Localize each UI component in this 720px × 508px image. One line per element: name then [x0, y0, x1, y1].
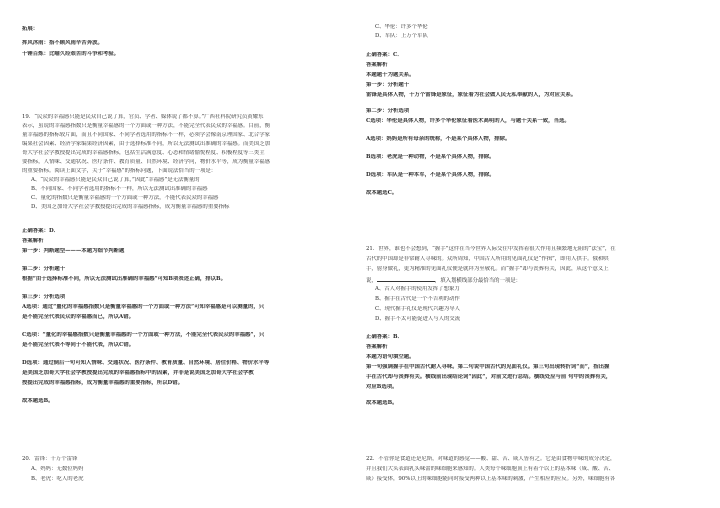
question-21-option-a: A、古人对握手的使用发挥了想象力: [375, 286, 460, 292]
answer-20: 正确答案：C．: [366, 52, 403, 58]
question-20-option-b: B、老虎：吃人的老虎: [31, 476, 84, 482]
question-20-option-d: D、军队：上万个军队: [375, 33, 428, 39]
question-20-option-c: C、华伦：许多个华伦: [375, 24, 428, 30]
answer-21-jiexi: 答案解析: [366, 344, 388, 350]
answer-21-analysis: 第一句强调握手在中国古代耐人寻味。第二句说中国古代的见面礼仪。第三句出现转折词“而”，指出握: [366, 364, 610, 370]
question-22-stem: 22．不管你是食道还是尼斯，对味道的感觉——酸、甜、苦、咸人皆有之。它是由食物中味的成分决定，: [366, 456, 616, 462]
expand-title: 拓展：: [22, 26, 39, 32]
answer-19-step-title: 第三步：分析选项: [22, 294, 66, 300]
answer-20-step-title: 第一步：分析题干: [366, 82, 410, 88]
question-21-option-d: D、握手不太可能促进人与人的交流: [375, 316, 461, 322]
answer-20-analysis: A选项：妈妈是所有母亲的统称，不是某个具体人物，排除。: [366, 136, 511, 142]
question-20-option-a: A、妈妈：无数位妈妈: [31, 466, 84, 472]
answer-19-analysis: 是不能完全代表不等同于不能代表，所以C错。: [22, 342, 135, 348]
answer-21: 正确答案：B．: [366, 334, 403, 340]
answer-21-step: 本题为语句填空题。: [366, 354, 415, 360]
question-20-stem: 20．雷锋：千万个雷锋: [22, 456, 78, 462]
answer-20-conclusion: 故本题选C。: [366, 190, 398, 196]
answer-19-step: 第一步：判断题型———本题为细节判断题: [22, 248, 125, 254]
answer-20-step: 雷锋是具体人物，千万个雷锋是象征，象征着为社会做人民无私奉献的人，为对应关系。: [366, 92, 577, 98]
answer-19-step: 根据“由于选择标准不同，所以无法测试出准确的幸福感”可知B项表述正确，排以B。: [22, 276, 226, 282]
expand-line: 千锤百炼：比喻久经艰苦的斗争和考验。: [22, 51, 120, 57]
question-19-stem: 表示，虽说的幸福感指数只是衡量幸福感的一个方面或一种方法，不能完全代表民众的幸福感。目前，衡: [22, 123, 270, 129]
answer-19-analysis: A选项：通过“量化的幸福感指数只是衡量幸福感的一个方面或一种方法”可知幸福感是可以测量的，只: [22, 304, 265, 310]
answer-19-conclusion: 故本题选B。: [22, 398, 54, 404]
question-19-option-c: C、量化的指数只是衡量幸福感的一个方面或一种方法，不能代表民众的幸福感: [31, 195, 219, 201]
answer-20-analysis: B选项：老虎是一种动物，不是某个具体人物，排除。: [366, 154, 495, 160]
answer-19-analysis: C选项：“量化的幸福感指数只是衡量幸福感的一个方面或一种方法，不能完全代表民众的幸福感”，只: [22, 332, 265, 338]
question-19-stem: 的重要指标。阅读上面文字，关于“幸福感”的指标问题，下面说法恰当的一项是：: [22, 168, 217, 174]
right-column: [366, 0, 691, 508]
question-21-stem: 手，射身做礼，更为精准的见面礼仪便是就拜为至敬礼。而“握手”却与丧葬有关，因此，从这个意义上: [366, 266, 609, 272]
question-19-option-b: B、不同国家、不同学者选用的指标不一样，所以无法测试出准确的幸福感: [31, 186, 208, 192]
answer-19-jiexi: 答案解析: [22, 238, 44, 244]
fill-blank: [377, 276, 435, 282]
answer-20-analysis: C选项：华伦是具体人物，许多个华伦象征着医术高明的人，与题干关系一致，当选。: [366, 118, 570, 124]
answer-19-step-title: 第二步：分析题干: [22, 266, 66, 272]
answer-20-analysis: D选项：军队是一种本军，不是某个具体人物，排除。: [366, 172, 495, 178]
question-19-stem: 哥大学社会学教授提出完成的幸福感指标，包括生活满意度、心态和情绪愉悦程度、积极程度等三类主: [22, 150, 265, 156]
question-19-stem: 编果社会因素、经济学家编果经济因素，由于选择标准不同，所以无法测试出准确的幸福感。而美国芝加: [22, 141, 270, 147]
answer-19-analysis: 是不能完全代表民众的幸福感而已，所以A错。: [22, 314, 134, 320]
answer-21-conclusion: 故本题选B。: [366, 400, 398, 406]
answer-19: 正确答案：D．: [22, 228, 60, 234]
question-19-stem: 要指标，人情味、交通状况、医疗条件、教育质量、自然环境、经济学问，物价水平等，成为衡量幸福感: [22, 159, 270, 165]
question-21-option-c: C、现代握手礼仪是现代兴趣为导人: [375, 306, 460, 312]
question-19-option-d: D、美国芝加哥大学社会学教授提出完成的幸福感指标，成为衡量幸福感的重要指标: [31, 204, 230, 210]
expand-line: 挥风沐雨：指不顾风雨辛苦奔波。: [22, 40, 103, 46]
answer-20-step-title: 第二步：分析选项: [366, 108, 410, 114]
question-19-stem: 量幸福感的指标较片面，而且不同国家、不同学者选用的指标不一样，必须学会像南京理国家、北合学家: [22, 132, 270, 138]
answer-20-step: 本题题干为题关系。: [366, 72, 415, 78]
answer-19-analysis: 是美国芝加哥大学社会学教授提出完成的幸福感指标中的因素，并非是说美国芝加哥大学社会学教: [22, 370, 254, 376]
question-19-option-a: A、“民众的幸福感只能是民众自己说了算，”因此“幸福感”是无法衡量的: [31, 177, 200, 183]
question-21-option-b: B、握手在古代是一个不吉利的动作: [375, 296, 460, 302]
question-21-stem: 21．世界，谁也不会想到，“握手”这件在当今世界人际交往中发挥着很大作用且频繁地无阻的“法宝”，在: [366, 246, 616, 252]
answer-19-analysis: 授提出完成的幸福感指标，成为衡量幸福感的重要指标，所以D错。: [22, 380, 184, 386]
answer-19-analysis: D选项：通过倒后一句可知人情味、交通状况、医疗条件、教育质量、自然环境、居住价格、物价水平等: [22, 360, 270, 366]
question-21-stem: [366, 276, 691, 285]
answer-20-jiexi: 答案解析: [366, 62, 388, 68]
question-21-stem-post: ，填入划横线部分最恰当的一项是：: [434, 278, 522, 284]
answer-21-analysis: 手在古代却与丧葬有关。横线前出现结论词“因此”，对前文进行总结。横线处应与前 句中的丧葬有关，: [366, 374, 612, 380]
question-19-stem: 19．“民众的幸福感只能是民众自己说了算，官员、学者、媒体说了都不算。”广西社科院研究员黄耀东: [22, 114, 264, 120]
question-22-stem: 咸）接受体，90%以上的味细胞能同时接受两种以上基本味的刺激，产生相应的应反。另外，味细胞有各: [366, 476, 616, 482]
question-21-stem: 古代的中国却是非常耐人寻味的。众所周知，中国古人所用的见面礼仪是“作揖”，即用人拱手。俄和哄: [366, 256, 609, 262]
answer-21-analysis: 对应B选项。: [366, 384, 398, 390]
left-column: [22, 0, 347, 508]
question-21-stem-pre: 说，: [366, 278, 377, 284]
question-22-stem: 并且我们大头表面乳头味蕾的味细胞来感知的。人类每个味细胞顶上有着个以上的基本味（咸、酸、苦、: [366, 466, 614, 472]
